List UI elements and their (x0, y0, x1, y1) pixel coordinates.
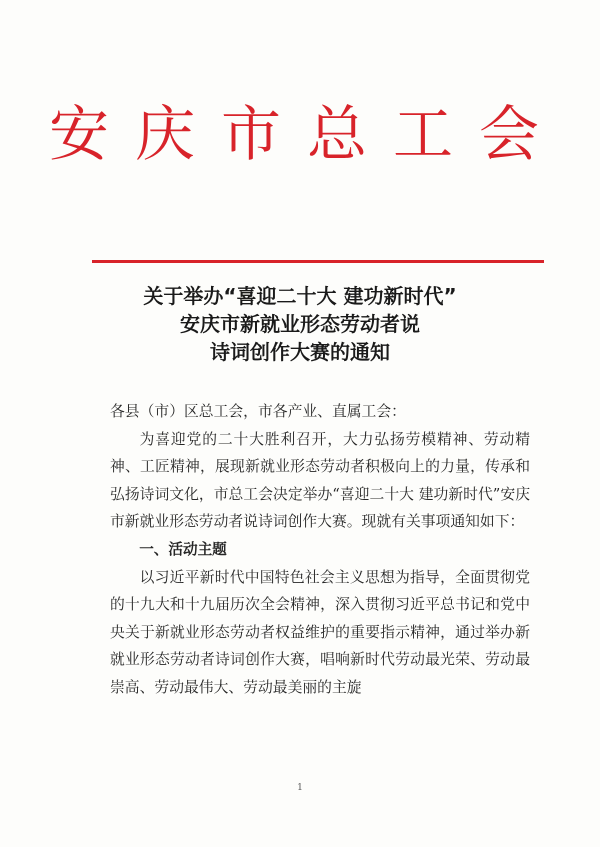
paragraph-theme: 以习近平新时代中国特色社会主义思想为指导，全面贯彻党的十九大和十九届历次全会精神，深入贯彻习近平总书记和党中央关于新就业形态劳动者权益维护的重要指示精神，通过举办新就业形态劳动者诗词创作大赛，唱响新时代劳动最光荣、劳动最崇高、劳动最伟大、劳动最美丽的主旋 (110, 568, 530, 696)
page-number: 1 (297, 783, 303, 793)
title-line-2: 安庆市新就业形态劳动者说 (180, 312, 420, 336)
title-line-1: 关于举办“喜迎二十大 建功新时代” (143, 284, 457, 308)
notice-title (0, 282, 600, 366)
notice-body (110, 398, 530, 702)
paragraph-intro: 为喜迎党的二十大胜利召开，大力弘扬劳模精神、劳动精神、工匠精神，展现新就业形态劳动者积极向上的力量，传承和弘扬诗词文化，市总工会决定举办“喜迎二十大 建功新时代”安庆市新就业形态劳动者说诗词创作大赛。现就有关事项通知如下： (110, 430, 530, 531)
salutation: 各县（市）区总工会，市各产业、直属工会： (110, 403, 406, 420)
masthead-red-divider (92, 260, 544, 263)
masthead-org-name: 安庆市总工会 (49, 100, 565, 170)
title-line-3: 诗词创作大赛的通知 (210, 340, 390, 364)
section-heading-theme: 一、活动主题 (139, 540, 227, 558)
